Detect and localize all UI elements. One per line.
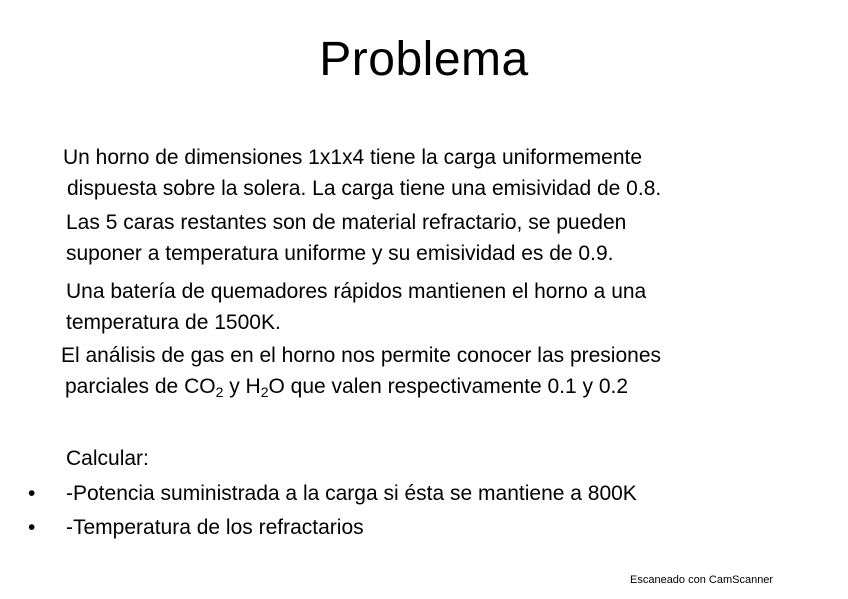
paragraph-line-partial-pressures — [61, 371, 661, 402]
task-list — [28, 478, 637, 546]
paragraph-line: Un horno de dimensiones 1x1x4 tiene la carga uniformemente — [63, 146, 643, 169]
paragraph-line: suponer a temperatura uniforme y su emisividad es de 0.9. — [66, 242, 614, 265]
text-fragment: y H — [223, 375, 261, 398]
paragraph-line: dispuesta sobre la solera. La carga tiene una emisividad de 0.8. — [67, 177, 662, 200]
subscript: 2 — [215, 384, 224, 400]
paragraph-gas-analysis — [61, 340, 661, 402]
list-item — [28, 512, 637, 546]
bullet-icon: • — [28, 482, 36, 505]
paragraph-line: Una batería de quemadores rápidos mantienen el horno a una — [66, 280, 647, 303]
paragraph-furnace-dimensions — [63, 142, 661, 204]
list-item — [28, 478, 637, 512]
text-fragment: parciales de CO — [65, 375, 216, 398]
text-fragment: O que valen respectivamente 0.1 y 0.2 — [268, 375, 629, 398]
bullet-icon: • — [28, 516, 36, 539]
slide-title: Problema — [319, 33, 529, 86]
scanner-watermark: Escaneado con CamScanner — [630, 574, 774, 586]
paragraph-refractory-faces — [66, 207, 626, 269]
subscript: 2 — [260, 384, 269, 400]
list-item-text: -Temperatura de los refractarios — [66, 516, 364, 539]
paragraph-line: Las 5 caras restantes son de material refractario, se pueden — [66, 211, 627, 234]
paragraph-line: El análisis de gas en el horno nos permite conocer las presiones — [61, 344, 662, 367]
calcular-heading: Calcular: — [66, 447, 149, 470]
paragraph-line: temperatura de 1500K. — [66, 311, 281, 334]
list-item-text: -Potencia suministrada a la carga si ésta se mantiene a 800K — [66, 482, 637, 505]
paragraph-burners — [66, 276, 646, 338]
